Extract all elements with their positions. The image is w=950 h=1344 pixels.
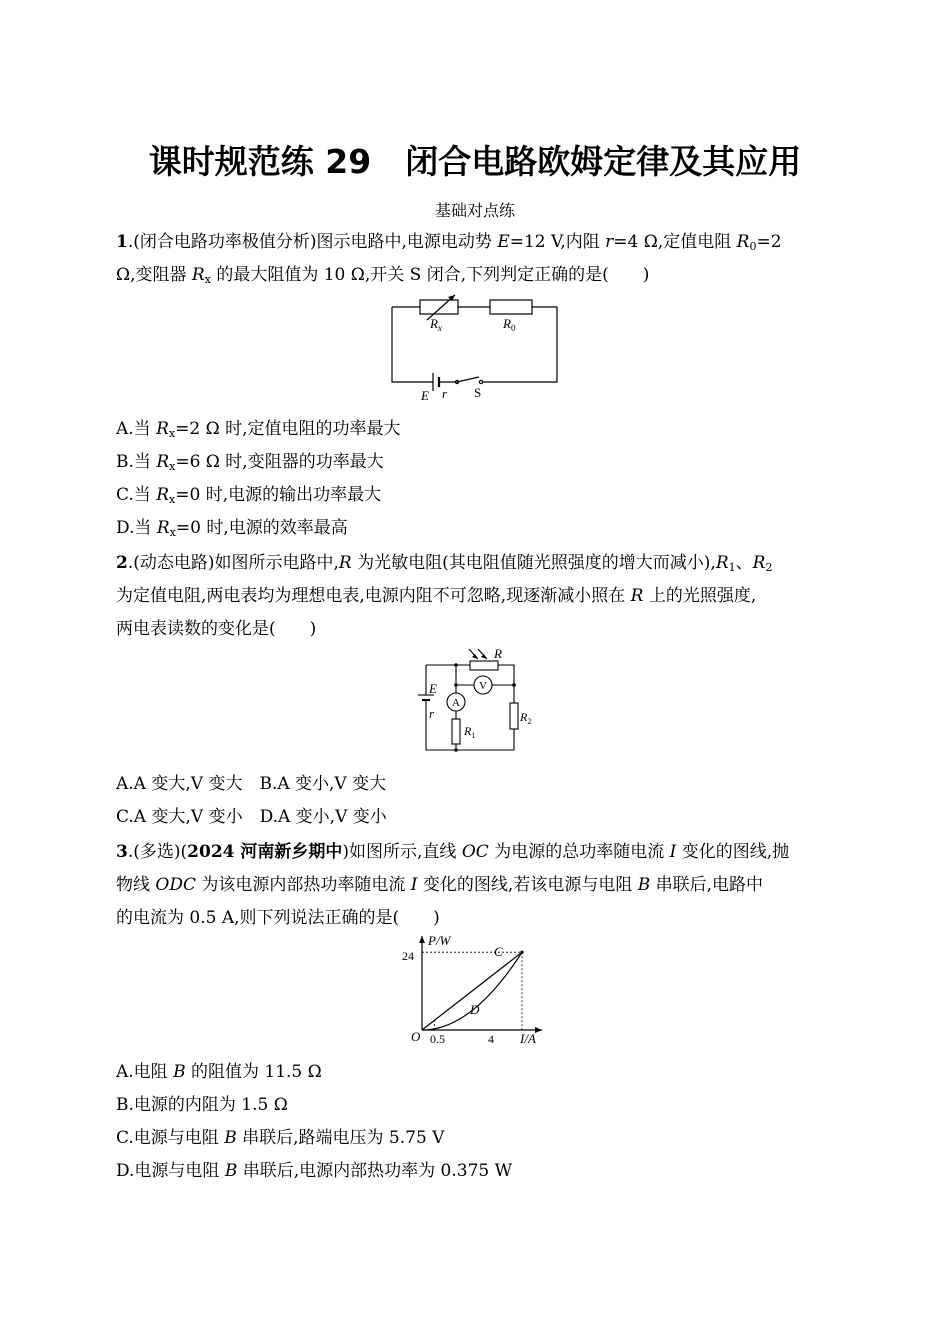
q2-options-row1[interactable]: A.A 变大,V 变大 B.A 变小,V 变大 [116,774,387,794]
q2-options-row2[interactable]: C.A 变大,V 变小 D.A 变小,V 变小 [116,807,387,827]
q1-option-b[interactable]: B.当 $R_x=6$ Ω 时,变阻器的功率最大 [116,452,384,473]
q3-stem-line1: 3.(多选)(2024 河南新乡期中)如图所示,直线 OC 为电源的总功率随电流 I 变化的图线,抛 [116,842,790,862]
q1-stem-line2: Ω,变阻器 $R_x$ 的最大阻值为 10 Ω,开关 S 闭合,下列判定正确的是( ) [116,265,650,286]
q3-point-o: O [411,1029,421,1044]
q2-stem-line2: 为定值电阻,两电表均为理想电表,电源内阻不可忽略,现逐渐减小照在 R 上的光照强度, [116,586,757,606]
q2-label-r1: $R_1$ [464,724,476,740]
q1-number: 1 [116,232,128,252]
q2-label-e: E [429,681,437,696]
q1-stem-line1: 1.(闭合电路功率极值分析)图示电路中,电源电动势 E=12 V,内阻 r=4 Ω,定值电阻 $R_0=2$ [116,232,782,253]
q3-x-tick-4: 4 [488,1032,494,1046]
q3-series-oc [422,952,522,1030]
q3-option-b[interactable]: B.电源的内阻为 1.5 Ω [116,1095,288,1115]
q2-label-a: A [452,697,460,709]
q1-option-c[interactable]: C.当 $R_x=0$ 时,电源的输出功率最大 [116,485,382,506]
q2-tag: (动态电路) [133,553,215,573]
q3-stem-line3: 的电流为 0.5 A,则下列说法正确的是( ) [116,908,440,928]
q3-option-c[interactable]: C.电源与电阻 B 串联后,路端电压为 5.75 V [116,1128,445,1148]
q1-circuit-diagram [385,290,570,405]
q3-y-tick-24: 24 [402,949,414,963]
q2-label-v: V [479,680,487,692]
q2-circuit-diagram [412,643,547,755]
lesson-number: 课时规范练 29 [148,142,372,181]
q3-power-current-graph [398,930,558,1050]
q3-x-axis-label: I/A [520,1031,536,1046]
q2-label-r2: $R_2$ [520,710,532,726]
q2-stem-line3: 两电表读数的变化是( ) [116,619,317,639]
q3-point-d: D [470,1002,480,1017]
q3-y-axis-arrow [419,936,425,943]
q1-label-e: E [421,388,429,403]
q3-point-c: C [494,944,503,959]
q1-option-d[interactable]: D.当 $R_x=0$ 时,电源的效率最高 [116,518,348,539]
q3-x-axis-arrow [535,1027,542,1033]
q3-option-a[interactable]: A.电阻 B 的阻值为 11.5 Ω [116,1062,322,1082]
q2-label-r: R [494,646,502,661]
q1-label-r0: $R_0$ [503,316,516,333]
q1-label-r: r [442,386,448,401]
q3-point-c-dot [520,951,523,954]
q2-number: 2 [116,553,128,573]
q3-y-axis-label: P/W [428,933,451,948]
q3-source: 2024 河南新乡期中 [187,842,343,862]
q1-label-rx: $R_x$ [430,316,442,333]
q1-option-a[interactable]: A.当 $R_x=2$ Ω 时,定值电阻的功率最大 [116,419,401,440]
q2-stem-line1: 2.(动态电路)如图所示电路中,R 为光敏电阻(其电阻值随光照强度的增大而减小)$,R_1$、$R_2$ [116,553,773,574]
lesson-topic: 闭合电路欧姆定律及其应用 [405,142,802,181]
q1-label-s: S [474,385,482,400]
section-heading: 基础对点练 [434,201,515,220]
q3-number: 3 [116,842,128,862]
page-title [0,136,950,183]
q3-x-tick-0-5: 0.5 [430,1032,445,1046]
q3-option-d[interactable]: D.电源与电阻 B 串联后,电源内部热功率为 0.375 W [116,1161,513,1181]
q1-tag: (闭合电路功率极值分析) [133,232,317,252]
q2-label-small-r: r [429,706,435,721]
q3-stem-line2: 物线 ODC 为该电源内部热功率随电流 I 变化的图线,若该电源与电阻 B 串联后,电路中 [116,875,764,895]
